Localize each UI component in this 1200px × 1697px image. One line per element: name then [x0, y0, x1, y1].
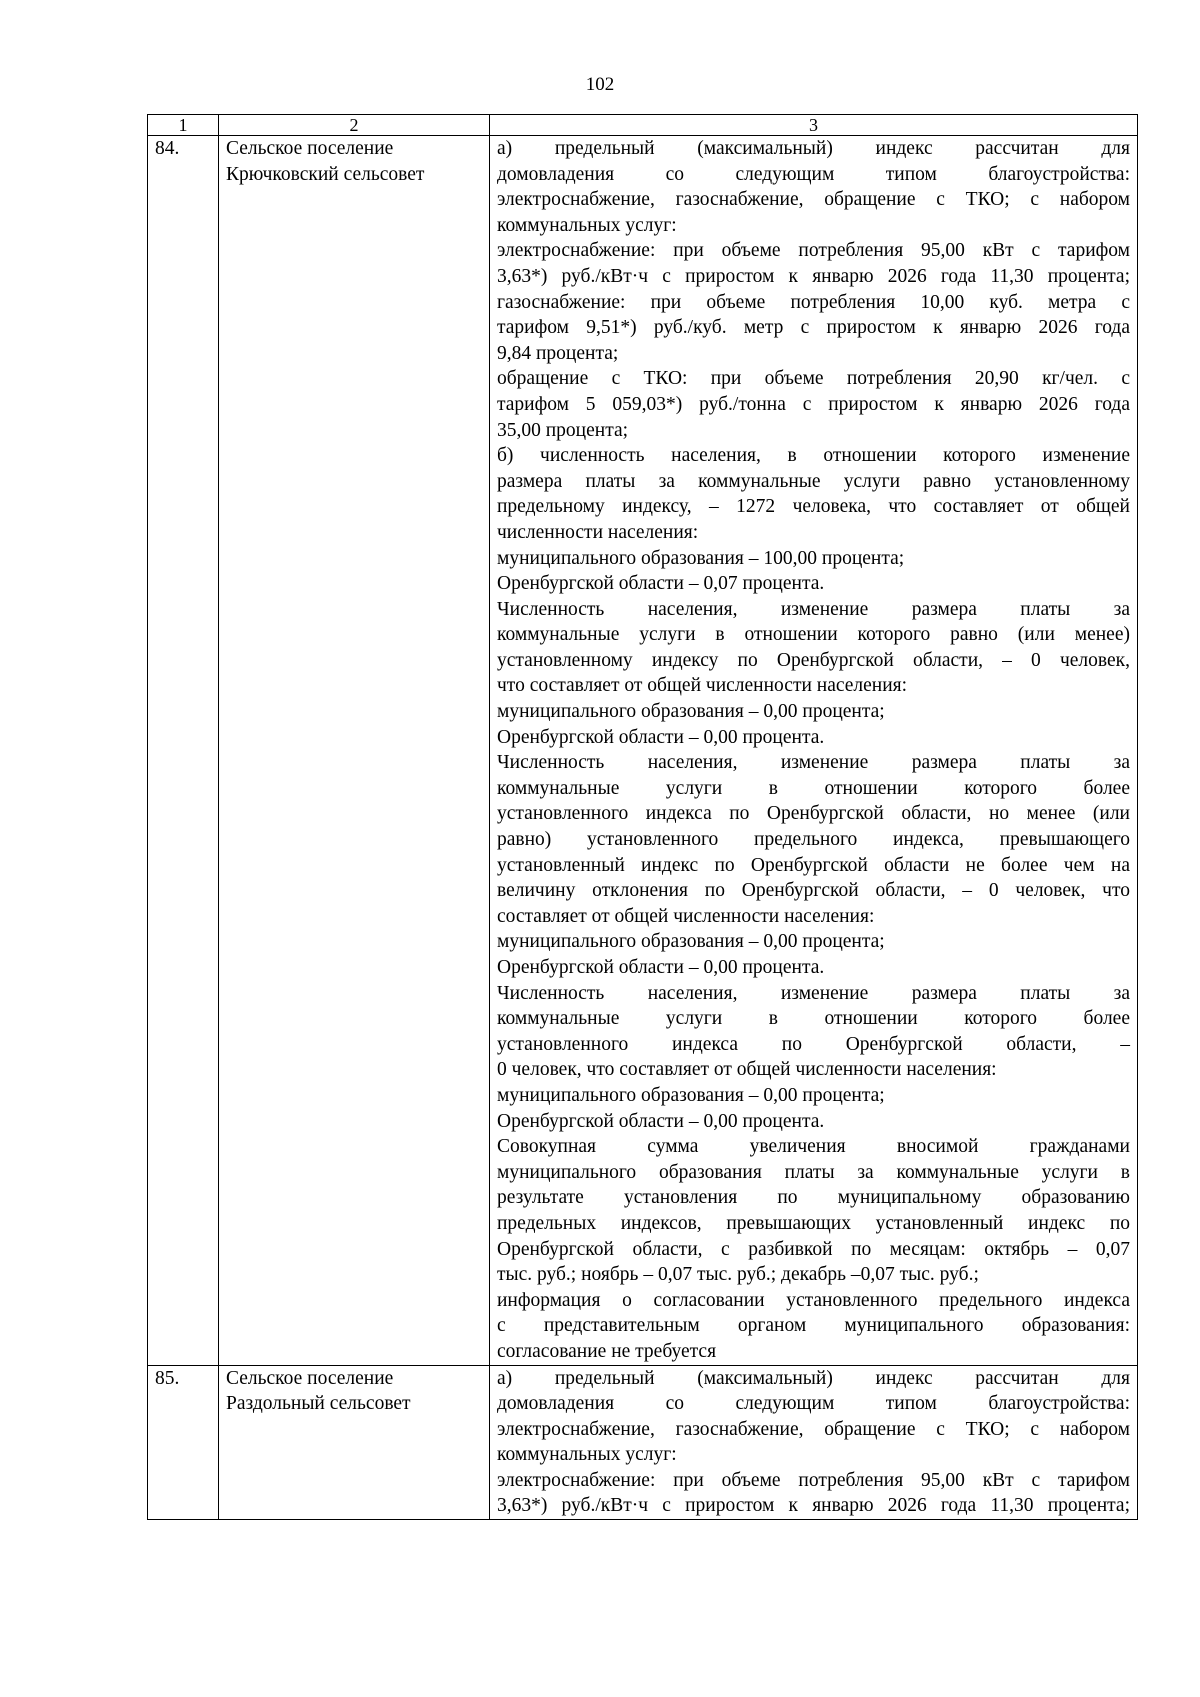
table-row: [148, 136, 1138, 1366]
description-line: Численность населения, изменение размера платы за: [497, 982, 1130, 1004]
description-line: равно) установленного предельного индекса, превышающего: [497, 829, 1130, 851]
index-description: [490, 1365, 1138, 1520]
index-description: [490, 136, 1138, 1366]
description-line: 0 человек, что составляет от общей численности населения:: [497, 1059, 997, 1081]
description-line: предельных индексов, превышающих установленный индекс по: [497, 1212, 1130, 1234]
description-line: Оренбургской области – 0,00 процента.: [497, 726, 825, 748]
description-line: 3,63*) руб./кВт·ч с приростом к январю 2026 года 11,30 процента;: [497, 1495, 1130, 1517]
description-line: муниципального образования – 0,00 процента;: [497, 931, 885, 953]
description-line: Оренбургской области – 0,07 процента.: [497, 573, 825, 595]
settlement-name-line: Раздольный сельсовет: [226, 1393, 411, 1415]
description-line: Оренбургской области, с разбивкой по месяцам: октябрь – 0,07: [497, 1238, 1130, 1260]
description-line: 9,84 процента;: [497, 342, 619, 364]
settlement-name: [219, 136, 490, 1366]
description-line: муниципального образования – 0,00 процента;: [497, 1084, 885, 1106]
description-line: 35,00 процента;: [497, 419, 629, 441]
description-line: обращение с ТКО: при объеме потребления 20,90 кг/чел. с: [497, 368, 1130, 390]
description-line: электроснабжение: при объеме потребления 95,00 кВт с тарифом: [497, 1469, 1130, 1491]
settlement-name-line: Сельское поселение: [226, 1367, 394, 1389]
description-line: домовладения со следующим типом благоустройства:: [497, 1393, 1130, 1415]
page-number: 102: [585, 74, 615, 95]
description-line: величину отклонения по Оренбургской области, – 0 человек, что: [497, 880, 1130, 902]
settlement-name-line: Сельское поселение: [226, 138, 394, 159]
row-number: 85.: [148, 1365, 219, 1520]
description-line: информация о согласовании установленного предельного индекса: [497, 1289, 1130, 1311]
description-line: установленного индекса по Оренбургской области, но менее (или: [497, 803, 1130, 825]
description-line: Совокупная сумма увеличения вносимой гражданами: [497, 1136, 1130, 1158]
description-line: а) предельный (максимальный) индекс рассчитан для: [497, 1367, 1130, 1389]
description-line: Численность населения, изменение размера платы за: [497, 598, 1130, 620]
description-line: предельному индексу, – 1272 человека, что составляет от общей: [497, 496, 1130, 518]
description-line: численности населения:: [497, 521, 699, 543]
description-line: электроснабжение, газоснабжение, обращение с ТКО; с набором: [497, 1418, 1130, 1440]
description-line: электроснабжение: при объеме потребления 95,00 кВт с тарифом: [497, 240, 1130, 262]
description-line: 3,63*) руб./кВт·ч с приростом к январю 2026 года 11,30 процента;: [497, 265, 1130, 287]
description-line: Оренбургской области – 0,00 процента.: [497, 957, 825, 978]
description-line: б) численность населения, в отношении которого изменение: [497, 445, 1130, 467]
description-line: муниципального образования – 0,00 процента;: [497, 701, 885, 723]
description-line: коммунальные услуги в отношении которого более: [497, 777, 1130, 799]
description-line: установленный индекс по Оренбургской области не более чем на: [497, 854, 1130, 876]
header-col-1: 1: [148, 115, 219, 136]
description-line: установленного индекса по Оренбургской области, –: [497, 1033, 1130, 1055]
description-line: тарифом 5 059,03*) руб./тонна с приростом к январю 2026 года: [497, 393, 1130, 415]
data-table: [147, 114, 1138, 1520]
description-line: а) предельный (максимальный) индекс рассчитан для: [497, 138, 1130, 159]
description-line: коммунальных услуг:: [497, 1444, 677, 1466]
description-line: тарифом 9,51*) руб./куб. метр с приростом к январю 2026 года: [497, 317, 1130, 339]
description-line: что составляет от общей численности населения:: [497, 675, 908, 697]
description-line: электроснабжение, газоснабжение, обращение с ТКО; с набором: [497, 189, 1130, 211]
table-header-row: [148, 115, 1138, 136]
settlement-name-line: Крючковский сельсовет: [226, 163, 425, 185]
description-line: составляет от общей численности населения:: [497, 905, 875, 927]
description-line: с представительным органом муниципального образования:: [497, 1315, 1130, 1337]
description-line: тыс. руб.; ноябрь – 0,07 тыс. руб.; декабрь –0,07 тыс. руб.;: [497, 1264, 979, 1286]
description-line: домовладения со следующим типом благоустройства:: [497, 163, 1130, 185]
description-line: муниципального образования – 100,00 процента;: [497, 547, 905, 569]
header-col-2: 2: [219, 115, 490, 136]
description-line: Численность населения, изменение размера платы за: [497, 752, 1130, 774]
description-line: результате установления по муниципальному образованию: [497, 1187, 1130, 1209]
description-line: размера платы за коммунальные услуги равно установленному: [497, 470, 1130, 492]
description-line: Оренбургской области – 0,00 процента.: [497, 1110, 825, 1132]
description-line: коммунальные услуги в отношении которого равно (или менее): [497, 624, 1130, 646]
description-line: газоснабжение: при объеме потребления 10,00 куб. метра с: [497, 291, 1130, 313]
settlement-name: [219, 1365, 490, 1520]
table-row: [148, 1365, 1138, 1520]
description-line: установленному индексу по Оренбургской области, – 0 человек,: [497, 649, 1130, 671]
description-line: коммунальные услуги в отношении которого более: [497, 1008, 1130, 1030]
header-col-3: 3: [490, 115, 1138, 136]
row-number: 84.: [148, 136, 219, 1366]
description-line: коммунальных услуг:: [497, 214, 677, 236]
description-line: муниципального образования платы за коммунальные услуги в: [497, 1161, 1130, 1183]
description-line: согласование не требуется: [497, 1340, 717, 1362]
